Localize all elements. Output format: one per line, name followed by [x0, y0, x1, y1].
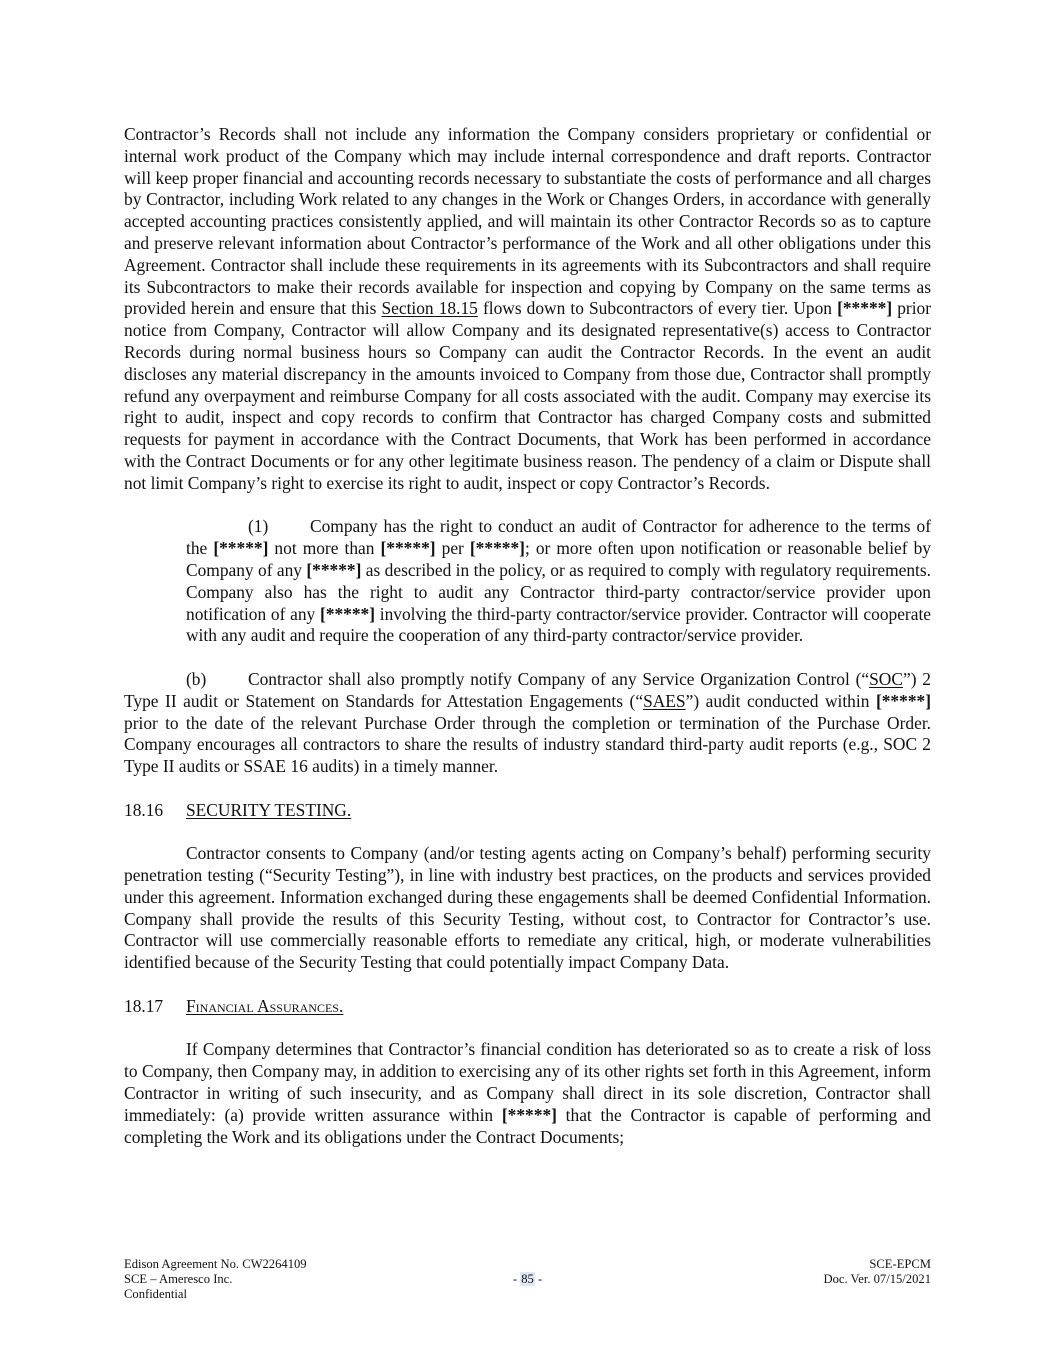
list-number: (1)	[248, 516, 269, 537]
redaction-marker: [*****]	[380, 538, 436, 559]
redaction-marker: [*****]	[501, 1104, 557, 1125]
page-number-value: 85	[521, 1272, 534, 1286]
paragraph-contractor-records: Contractor’s Records shall not include any information the Company considers proprietary or confidential or internal work product of the Company which may include internal correspondence and draft reports. Contractor will keep proper financial and accounting records necessary to substantiate the costs of performance and all charges by Contractor, including Work related to any changes in the Work or Changes Orders, in accordance with generally accepted accounting practices consistently applied, and will maintain its other Contractor Records so as to capture and preserve relevant information about Contractor’s performance of the Work and all other obligations under this Agreement. Contractor shall include these requirements in its agreements with its Subcontractors and shall require its Subcontractors to make their records available for inspection and copying by Company on the same terms as provided herein and ensure that this Section 18.15 flows down to Subcontractors of every tier. Upon [*****] prior notice from Company, Contractor will allow Company and its designated representative(s) access to Contractor Records during normal business hours so Company can audit the Contractor Records. In the event an audit discloses any material discrepancy in the amounts invoiced to Company from those due, Contractor shall promptly refund any overpayment and reimburse Company for all costs associated with the audit. Company may exercise its right to audit, inspect and copy records to confirm that Contractor has charged Company costs and submitted requests for payment in accordance with the Contract Documents, that Work has been performed in accordance with the Contract Documents or for any other legitimate business reason. The pendency of a claim or Dispute shall not limit Company’s right to exercise its right to audit, inspect or copy Contractor’s Records.	[124, 124, 932, 493]
document-code: SCE-EPCM	[869, 1257, 931, 1271]
redaction-marker: [*****]	[306, 559, 362, 580]
section-title: SECURITY TESTING.	[186, 799, 352, 820]
paragraph-financial-assurances: If Company determines that Contractor’s financial condition has deteriorated so as to create a risk of loss to Company, then Company may, in addition to exercising any of its other rights set forth in this Agreement, inform Contractor in writing of such insecurity, and as Company shall direct in its sole discretion, Contractor shall immediately: (a) provide written assurance within [*****] that the Contractor is capable of performing and completing the Work and its obligations under the Contract Documents;	[124, 1039, 931, 1147]
redaction-marker: [*****]	[837, 298, 893, 319]
section-number: 18.16	[124, 799, 164, 820]
footer-right	[823, 1257, 931, 1287]
section-reference-link: Section 18.15	[381, 298, 478, 319]
section-heading-18-17	[124, 996, 931, 1018]
document-page	[124, 124, 931, 1148]
paragraph-security-testing: Contractor consents to Company (and/or testing agents acting on Company’s behalf) performing security penetration testing (“Security Testing”), in line with industry best practices, on the products and services provided under this agreement. Information exchanged during these engagements shall be deemed Confidential Information. Company shall provide the results of this Security Testing, without cost, to Contractor for Contractor’s use. Contractor will use commercially reasonable efforts to remediate any critical, high, or moderate vulnerabilities identified because of the Security Testing that could potentially impact Company Data.	[124, 843, 931, 973]
redaction-marker: [*****]	[469, 538, 525, 559]
paragraph-soc-notification: (b) Contractor shall also promptly notify Company of any Service Organization Control (“SOC”) 2 Type II audit or Statement on Standards for Attestation Engagements (“SAES”) audit conducted within [*****] prior to the date of the relevant Purchase Order through the completion or termination of the Purchase Order. Company encourages all contractors to share the results of industry standard third-party audit reports (e.g., SOC 2 Type II audits or SSAE 16 audits) in a timely manner.	[124, 668, 932, 777]
redaction-marker: [*****]	[875, 690, 931, 711]
parties: SCE – Ameresco Inc.	[124, 1272, 233, 1286]
redaction-marker: [*****]	[319, 603, 376, 624]
list-number: (b)	[186, 668, 207, 689]
page-number: - 85 -	[512, 1272, 543, 1286]
defined-term-soc: SOC	[869, 668, 903, 689]
redaction-marker: [*****]	[213, 538, 269, 559]
confidentiality-label: Confidential	[124, 1287, 187, 1301]
section-number: 18.17	[124, 995, 164, 1016]
paragraph-audit-right: (1) Company has the right to conduct an audit of Contractor for adherence to the terms of the [*****] not more than [*****] per [*****]; or more often upon notification or reasonable belief by Company of any [*****] as described in the policy, or as required to comply with regulatory requirements. Company also has the right to audit any Contractor third-party contractor/service provider upon notification of any [*****] involving the third-party contractor/service provider. Contractor will cooperate with any audit and require the cooperation of any third-party contractor/service provider.	[186, 516, 932, 646]
agreement-number: Edison Agreement No. CW2264109	[124, 1257, 307, 1271]
section-title: Financial Assurances.	[186, 995, 344, 1016]
defined-term-saes: SAES	[643, 690, 686, 711]
document-version: Doc. Ver. 07/15/2021	[823, 1272, 931, 1286]
section-heading-18-16	[124, 800, 931, 822]
